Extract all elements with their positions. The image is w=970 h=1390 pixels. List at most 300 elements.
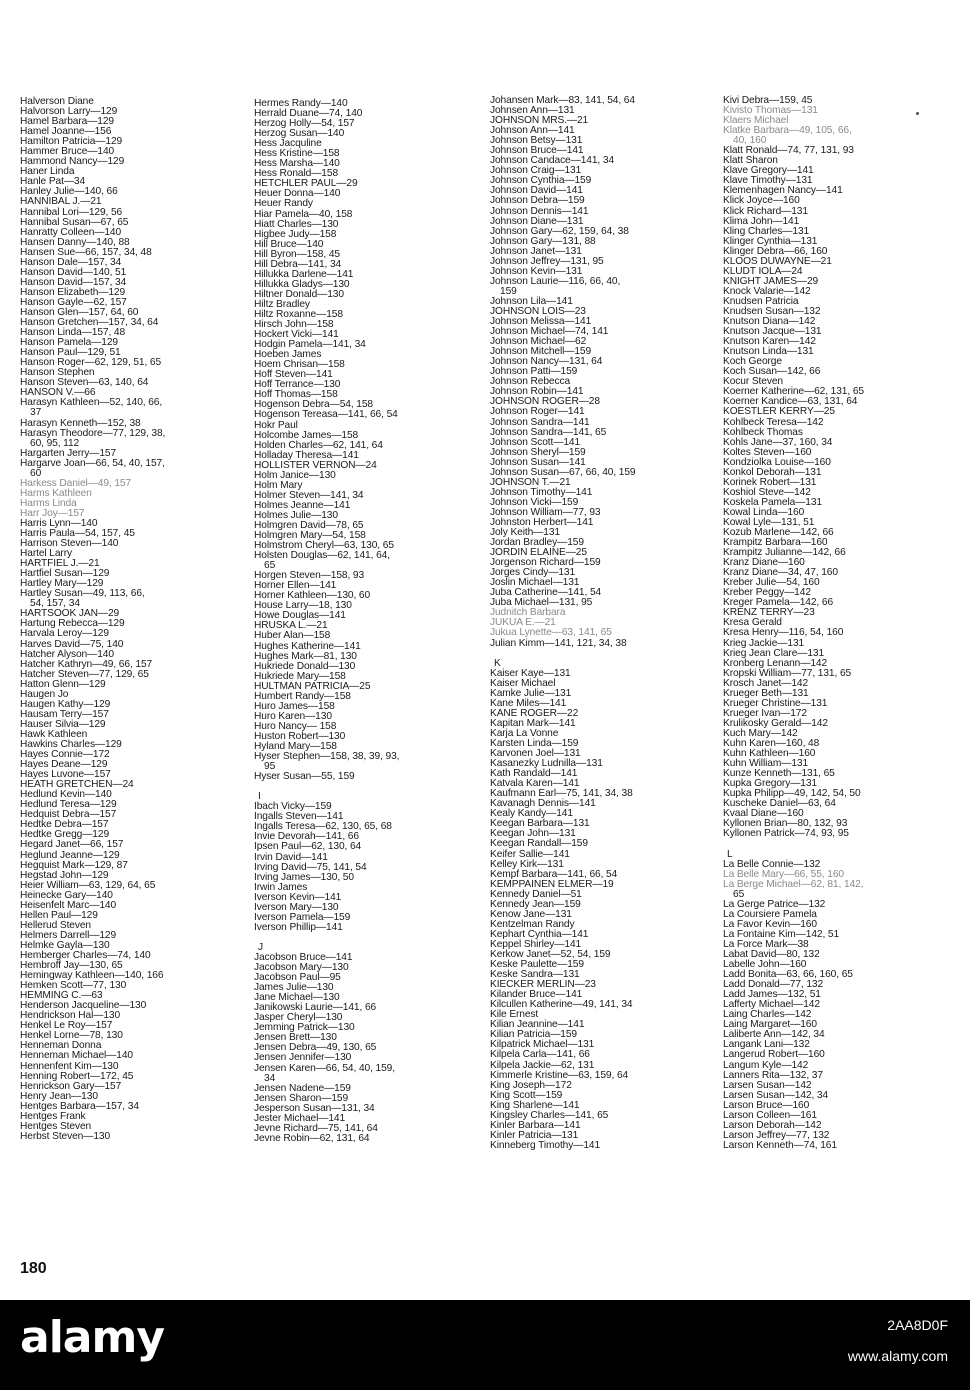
index-entry: Hanson Gayle—62, 157	[20, 296, 127, 308]
index-entry: Kuhn Karen—160, 48	[723, 738, 820, 749]
index-entry: Ipsen Paul—62, 130, 64	[254, 841, 362, 853]
index-entry: Katvala Karen—141	[490, 778, 580, 790]
index-entry: Keegan Randall—159	[490, 838, 588, 850]
index-entry: Johnson Susan—141	[490, 456, 586, 468]
index-entry: 65	[264, 560, 276, 572]
index-entry: Johnson Timothy—141	[490, 486, 593, 498]
page-number: 180	[20, 1260, 47, 1277]
index-entry: Johnson Sandra—141, 65	[490, 426, 607, 438]
index-entry: Hess Jacquline	[254, 138, 322, 150]
index-entry: Hellerud Steven	[20, 919, 91, 931]
index-entry: Larson Colleen—161	[723, 1109, 817, 1121]
index-entry: Hanle Pat—34	[20, 176, 86, 188]
index-entry: Johnson Lila—141	[490, 295, 573, 307]
index-entry: Krieg Jackie—131	[723, 637, 805, 649]
index-entry: Kreger Pamela—142, 66	[723, 597, 834, 609]
index-entry: Hill Bruce—140	[254, 238, 324, 250]
index-entry: Kempf Barbara—141, 66, 54	[490, 868, 618, 880]
index-entry: Ingalls Steven—141	[254, 811, 344, 823]
index-entry: Hermes Randy—140	[254, 98, 348, 109]
index-entry: Kephart Cynthia—141	[490, 928, 589, 940]
index-entry: Kunze Kenneth—131, 65	[723, 768, 835, 780]
index-entry: Larson Bruce—160	[723, 1099, 810, 1111]
index-entry: KLOOS DUWAYNE—21	[723, 255, 832, 267]
index-entry: Jacobson Mary—130	[254, 962, 349, 974]
index-entry: Johnson Ann—141	[490, 125, 575, 137]
index-entry: Karsten Linda—159	[490, 738, 579, 749]
index-entry: Johnson Gary—62, 159, 64, 38	[490, 225, 629, 237]
index-entry: Labat David—80, 132	[723, 948, 820, 960]
index-entry: Jesperson Susan—131, 34	[254, 1102, 375, 1114]
index-entry: Knudsen Susan—132	[723, 305, 821, 317]
index-entry: Kinler Barbara—141	[490, 1119, 581, 1131]
index-entry: Huston Robert—130	[254, 730, 346, 742]
index-entry: Hammond Nancy—129	[20, 156, 125, 168]
index-entry: Heglund Jeanne—129	[20, 849, 120, 861]
index-entry: Koerner Katherine—62, 131, 65	[723, 386, 864, 398]
index-entry: Harvala Leroy—129	[20, 628, 109, 640]
index-entry: Hanley Julie—140, 66	[20, 186, 118, 198]
index-entry: HOLLISTER VERNON—24	[254, 459, 377, 471]
index-entry: Kreber Julie—54, 160	[723, 577, 820, 589]
index-entry: Holcombe James—158	[254, 429, 359, 441]
index-entry: Larson Kenneth—74, 161	[723, 1139, 837, 1151]
index-entry: Hoff Steven—141	[254, 369, 333, 381]
index-entry: HARTFIEL J.—21	[20, 558, 100, 570]
index-entry: Hentges Barbara—157, 34	[20, 1100, 139, 1112]
index-entry: Knudsen Patricia	[723, 295, 799, 307]
index-entry: Johnson David—141	[490, 185, 583, 197]
index-entry: Krulikosky Gerald—142	[723, 717, 828, 729]
index-entry: Keppel Shirley—141	[490, 938, 582, 950]
index-entry: Kasanezky Ludnilla—131	[490, 758, 603, 770]
index-entry: Klemenhagen Nancy—141	[723, 185, 843, 197]
index-entry: Hanson David—157, 34	[20, 276, 127, 288]
index-entry: Iverson Kevin—141	[254, 891, 342, 903]
index-entry: Keske Sandra—131	[490, 969, 580, 981]
index-entry: La Favor Kevin—160	[723, 918, 817, 930]
index-entry: Hess Marsha—140	[254, 158, 340, 170]
index-entry: Juba Michael—131, 95	[490, 597, 593, 609]
index-entry: Kocur Steven	[723, 376, 783, 388]
index-entry: Keegan John—131	[490, 828, 576, 840]
index-entry: Kuhn Kathleen—160	[723, 748, 816, 760]
index-entry: Hanratty Colleen—140	[20, 226, 122, 238]
index-entry: Iverson Mary—130	[254, 901, 339, 913]
index-entry: KOESTLER KERRY—25	[723, 406, 835, 418]
index-entry: Helmers Darrell—129	[20, 929, 117, 941]
index-entry: House Larry—18, 130	[254, 600, 352, 612]
index-entry: Koltes Steven—160	[723, 446, 812, 458]
index-entry: Johnson Betsy—131	[490, 135, 583, 147]
index-entry: Huro Nancy— 158	[254, 720, 337, 732]
index-entry: Herzog Holly—54, 157	[254, 118, 355, 130]
index-entry: Knock Valarie—142	[723, 285, 811, 297]
index-entry: Holm Mary	[254, 479, 303, 491]
index-entry: Kyllonen Patrick—74, 93, 95	[723, 828, 849, 840]
index-entry: Jorgenson Richard—159	[490, 557, 601, 569]
index-entry: Hess Ronald—158	[254, 168, 339, 180]
index-entry: Jevne Richard—75, 141, 64	[254, 1122, 378, 1134]
index-entry: Julian Kimm—141, 121, 34, 38	[490, 637, 627, 649]
index-entry: Holden Charles—62, 141, 64	[254, 439, 383, 451]
index-entry: Jacobson Bruce—141	[254, 951, 353, 963]
index-entry: Hemken Scott—77, 130	[20, 980, 127, 992]
index-entry: Johnson William—77, 93	[490, 506, 601, 518]
index-entry: Hegard Janet—66, 157	[20, 839, 124, 851]
index-entry: Kranz Diane—34, 47, 160	[723, 567, 838, 579]
index-entry: HANNIBAL J.—21	[20, 196, 102, 208]
index-entry: Kath Randald—141	[490, 768, 578, 780]
index-entry: Klinger Cynthia—131	[723, 235, 818, 247]
index-entry: Hannibal Susan—67, 65	[20, 216, 129, 228]
index-entry: 60	[30, 467, 42, 479]
index-entry: JOHNSON T.—21	[490, 476, 571, 488]
index-entry: Kealy Kandy—141	[490, 808, 573, 820]
index-entry: Hedtke Gregg—129	[20, 829, 110, 841]
index-entry: Harves David—75, 140	[20, 638, 124, 650]
index-entry: Jensen Brett—130	[254, 1032, 337, 1044]
index-entry: Hanson Elizabeth—129	[20, 286, 126, 298]
index-entry: Hargarten Jerry—157	[20, 447, 117, 459]
index-entry: Harasyn Kenneth—152, 38	[20, 417, 141, 429]
index-entry: Krueger Christine—131	[723, 697, 828, 709]
index-entry: Johnson Bruce—141	[490, 145, 584, 157]
index-entry: Hatcher Steven—77, 129, 65	[20, 668, 149, 680]
index-column-1	[20, 97, 252, 1142]
index-entry: Larson Deborah—142	[723, 1119, 822, 1131]
index-entry: Henneman Michael—140	[20, 1050, 133, 1062]
index-entry: Janikowski Laurie—141, 66	[254, 1002, 377, 1014]
index-entry: Harrison Steven—140	[20, 538, 119, 550]
index-entry: Henkel Le Roy—157	[20, 1020, 113, 1032]
index-entry: Hoff Terrance—130	[254, 379, 341, 391]
index-entry: Hedlund Teresa—129	[20, 799, 117, 811]
index-entry: Knutson Karen—142	[723, 336, 816, 348]
index-entry: Harr Joy—157	[20, 507, 85, 519]
index-entry: Hanson Roger—62, 129, 51, 65	[20, 357, 162, 369]
index-entry: Hendrickson Hal—130	[20, 1010, 121, 1022]
section-letter: K	[494, 657, 501, 669]
index-entry: HRUSKA L.—21	[254, 620, 328, 632]
index-entry: Iverson Phillip—141	[254, 921, 343, 933]
index-entry: Kohls Jane—37, 160, 34	[723, 436, 833, 448]
index-entry: Karja La Vonne	[490, 727, 559, 739]
index-entry: Hanson David—140, 51	[20, 266, 127, 278]
index-entry: Hiltz Roxanne—158	[254, 308, 343, 320]
index-entry: Johnson Sheryl—159	[490, 446, 586, 458]
index-entry: Krieg Jean Clare—131	[723, 647, 825, 659]
index-entry: 34	[264, 1072, 276, 1084]
index-entry: Holmgren Mary—54, 158	[254, 530, 366, 542]
index-entry: Horner Ellen—141	[254, 580, 337, 592]
index-entry: Hughes Katherine—141	[254, 640, 361, 652]
index-entry: Klatt Ronald—74, 77, 131, 93	[723, 145, 854, 157]
index-entry: Konkol Deborah—131	[723, 466, 822, 478]
index-entry: King Sharlene—141	[490, 1099, 580, 1111]
index-entry: Koch Susan—142, 66	[723, 366, 821, 378]
index-entry: La Belle Mary—66, 55, 160	[723, 868, 844, 880]
index-entry: Hanson Linda—157, 48	[20, 327, 126, 339]
index-entry: Kuscheke Daniel—63, 64	[723, 798, 836, 810]
index-entry: Hedtke Debra—157	[20, 819, 109, 831]
index-entry: Henry Jean—130	[20, 1090, 98, 1102]
index-entry: Higbee Judy—158	[254, 228, 337, 240]
index-entry: Krueger Beth—131	[723, 687, 809, 699]
index-entry: Koch George	[723, 356, 782, 368]
index-entry: KANE ROGER—22	[490, 707, 579, 719]
index-entry: JUKUA E.—21	[490, 617, 556, 629]
index-entry: Kelley Kirk—131	[490, 858, 564, 870]
index-entry: Klinger Debra—66, 160	[723, 245, 828, 257]
index-entry: Halvorson Larry—129	[20, 106, 118, 118]
index-entry: Kozub Marlene—142, 66	[723, 527, 834, 539]
index-entry: Johnson Scott—141	[490, 436, 581, 448]
index-entry: Johnson Janet—131	[490, 245, 582, 257]
index-entry: KEMPPAINEN ELMER—19	[490, 878, 614, 890]
index-entry: Johnson Patti—159	[490, 366, 578, 378]
image-id: 2AA8D0F	[887, 1317, 948, 1333]
index-entry: Henrickson Gary—157	[20, 1080, 122, 1092]
index-entry: Hartung Rebecca—129	[20, 618, 125, 630]
index-entry: Ladd Donald—77, 132	[723, 979, 824, 991]
index-entry: Hatton Glenn—129	[20, 678, 106, 690]
index-entry: Jensen Karen—66, 54, 40, 159,	[254, 1062, 395, 1074]
index-entry: KIECKER MERLIN—23	[490, 979, 596, 991]
index-entry: Hoff Thomas—158	[254, 389, 338, 401]
index-entry: Hukriede Donald—130	[254, 660, 356, 672]
index-entry: Henkel Lorne—78, 130	[20, 1030, 123, 1042]
index-entry: Keske Paulette—159	[490, 959, 584, 971]
index-entry: Hemingway Kathleen—140, 166	[20, 970, 164, 982]
index-entry: Kapitan Mark—141	[490, 717, 576, 729]
index-entry: Hennenfent Kim—130	[20, 1060, 119, 1072]
index-entry: Hirsch John—158	[254, 319, 334, 331]
index-entry: Kamke Julie—131	[490, 687, 572, 699]
index-entry: Larsen Susan—142	[723, 1079, 812, 1091]
index-entry: Hill Byron—158, 45	[254, 248, 340, 260]
index-entry: Kennedy Jean—159	[490, 898, 581, 910]
index-entry: Johnson Cynthia—159	[490, 175, 592, 187]
index-entry: Hentges Steven	[20, 1120, 92, 1132]
index-entry: Kingsley Charles—141, 65	[490, 1109, 609, 1121]
index-entry: Henning Robert—172, 45	[20, 1070, 134, 1082]
index-entry: Johnson Michael—74, 141	[490, 326, 609, 338]
section-letter: L	[727, 848, 733, 860]
index-entry: Joslin Michael—131	[490, 577, 580, 589]
index-entry: Knutson Linda—131	[723, 346, 814, 358]
index-entry: Hanson Paul—129, 51	[20, 347, 121, 359]
index-entry: Jordan Bradley—159	[490, 537, 584, 549]
index-entry: Hyser Susan—55, 159	[254, 771, 355, 783]
index-entry: Haner Linda	[20, 166, 75, 178]
index-entry: Hockert Vicki—141	[254, 329, 339, 341]
index-entry: Huro James—158	[254, 700, 335, 712]
index-entry: Holmes Jeanne—141	[254, 499, 351, 511]
index-entry: 159	[500, 285, 517, 297]
index-entry: KRENZ TERRY—23	[723, 607, 815, 619]
index-entry: Kenow Jane—131	[490, 908, 572, 920]
index-entry: Langank Lani—132	[723, 1039, 810, 1051]
index-entry: Holm Janice—130	[254, 469, 336, 481]
index-entry: Harris Paula—54, 157, 45	[20, 528, 135, 540]
index-entry: Herbst Steven—130	[20, 1130, 111, 1142]
index-entry: Holmstrom Cheryl—63, 130, 65	[254, 540, 394, 552]
index-entry: Hembroff Jay—130, 65	[20, 960, 123, 972]
index-entry: Kilpela Carla—141, 66	[490, 1049, 590, 1061]
index-entry: Holmer Steven—141, 34	[254, 489, 364, 501]
index-entry: Knutson Diana—142	[723, 316, 816, 328]
index-entry: Hausam Terry—157	[20, 708, 109, 720]
index-entry: Laing Margaret—160	[723, 1019, 817, 1031]
index-entry: Helmke Gayla—130	[20, 939, 110, 951]
index-entry: Jensen Sharon—159	[254, 1092, 349, 1104]
index-entry: Kropski William—77, 131, 65	[723, 667, 852, 679]
index-entry: Jasper Cheryl—130	[254, 1012, 343, 1024]
index-entry: Kupka Gregory—131	[723, 778, 818, 790]
index-entry: Johnson Diane—131	[490, 215, 584, 227]
index-entry: Horner Kathleen—130, 60	[254, 590, 371, 602]
index-entry: HEATH GRETCHEN—24	[20, 779, 134, 791]
index-entry: Heier William—63, 129, 64, 65	[20, 879, 156, 891]
index-entry: La Force Mark—38	[723, 938, 809, 950]
index-column-3	[490, 96, 722, 1151]
index-entry: KNIGHT JAMES—29	[723, 275, 819, 287]
index-entry: La Coursiere Pamela	[723, 908, 817, 920]
index-entry: Keegan Barbara—131	[490, 818, 590, 830]
index-entry: Kohlbeck Thomas	[723, 426, 803, 438]
index-entry: Kaiser Michael	[490, 677, 556, 689]
index-entry: Johnson Jeffrey—131, 95	[490, 255, 604, 267]
index-entry: Hiar Pamela—40, 158	[254, 208, 353, 220]
index-entry: Hughes Mark—81, 130	[254, 650, 357, 662]
index-entry: Juba Catherine—141, 54	[490, 587, 602, 599]
index-entry: Johnson Laurie—116, 66, 40,	[490, 275, 621, 287]
spacer	[490, 649, 722, 659]
index-entry: Krampitz Julianne—142, 66	[723, 547, 846, 559]
index-entry: La Belle Connie—132	[723, 858, 821, 870]
index-entry: King Scott—159	[490, 1089, 563, 1101]
index-entry: Lanners Rita—132, 37	[723, 1069, 823, 1081]
index-entry: Iverson Pamela—159	[254, 911, 351, 923]
index-entry: Hauser Silvia—129	[20, 718, 106, 730]
index-entry: Irving David—75, 141, 54	[254, 861, 367, 873]
index-entry: Kaufmann Earl—75, 141, 34, 38	[490, 788, 633, 800]
index-entry: Hawkins Charles—129	[20, 739, 122, 750]
index-entry: Hayes Deane—129	[20, 759, 108, 771]
index-entry: Hamilton Patricia—129	[20, 136, 123, 148]
index-entry: Klatt Sharon	[723, 155, 778, 167]
index-entry: Klatke Barbara—49, 105, 66,	[723, 125, 852, 137]
index-entry: Hellen Paul—129	[20, 909, 98, 921]
spacer	[723, 839, 955, 849]
index-entry: Johnson Candace—141, 34	[490, 155, 615, 167]
index-entry: Kaiser Kaye—131	[490, 667, 571, 679]
section-letter: I	[258, 791, 261, 803]
index-entry: Haugen Jo	[20, 688, 69, 700]
index-entry: Hansen Sue—66, 157, 34, 48	[20, 246, 152, 258]
index-entry: Kinler Patricia—131	[490, 1129, 579, 1141]
index-entry: Hyser Stephen—158, 38, 39, 93,	[254, 751, 400, 763]
index-entry: HEMMING C.—63	[20, 990, 103, 1002]
index-entry: Joly Keith—131	[490, 527, 560, 539]
index-entry: Hartfiel Susan—129	[20, 568, 110, 580]
index-entry: Kresa Henry—116, 54, 160	[723, 627, 844, 639]
index-entry: Heisenfelt Marc—140	[20, 899, 117, 911]
index-entry: Krueger Ivan—172	[723, 707, 807, 719]
index-entry: Judnitch Barbara	[490, 607, 566, 619]
index-entry: Hedlund Kevin—140	[20, 789, 112, 801]
index-entry: Heinecke Gary—140	[20, 889, 113, 901]
index-entry: 95	[264, 761, 276, 773]
index-entry: Hogenson Tereasa—141, 66, 54	[254, 409, 398, 421]
index-entry: Haugen Kathy—129	[20, 698, 111, 710]
index-entry: Kilpela Jackie—62, 131	[490, 1059, 595, 1071]
index-entry: Huro Karen—130	[254, 710, 332, 722]
index-entry: Kling Charles—131	[723, 225, 810, 237]
index-entry: HETCHLER PAUL—29	[254, 178, 358, 190]
index-entry: Ladd Bonita—63, 66, 160, 65	[723, 969, 853, 981]
watermark-url: www.alamy.com	[847, 1348, 948, 1364]
index-entry: Johnson Nancy—131, 64	[490, 356, 603, 368]
index-entry: Hannibal Lori—129, 56	[20, 206, 123, 218]
index-entry: Ladd James—132, 51	[723, 989, 821, 1001]
index-entry: JOHNSON MRS.—21	[490, 115, 589, 127]
index-entry: James Julie—130	[254, 982, 334, 994]
index-entry: Kronberg Lenann—142	[723, 657, 828, 669]
index-entry: 54, 157, 34	[30, 598, 80, 610]
index-entry: Hoem Chrisan—158	[254, 359, 345, 371]
index-entry: Johnson Robin—141	[490, 386, 584, 398]
index-entry: Irving James—130, 50	[254, 871, 354, 883]
index-entry: Jensen Nadene—159	[254, 1082, 351, 1094]
index-entry: Hemberger Charles—74, 140	[20, 949, 151, 961]
index-entry: Kilian Patricia—159	[490, 1029, 578, 1041]
index-entry: Jukua Lynette—63, 141, 65	[490, 627, 612, 639]
index-entry: Kohlbeck Teresa—142	[723, 416, 824, 428]
index-entry: Herzog Susan—140	[254, 128, 345, 140]
index-entry: Hanson Dale—157, 34	[20, 256, 122, 268]
alamy-logo: alamy	[20, 1312, 164, 1363]
index-entry: Kennedy Daniel—51	[490, 888, 582, 900]
index-column-4	[723, 96, 955, 1151]
index-entry: Kupka Philipp—49, 142, 54, 50	[723, 788, 861, 800]
index-entry: Harkess Daniel—49, 157	[20, 477, 132, 489]
index-entry: Kavanagh Dennis—141	[490, 798, 596, 810]
index-entry: Johnson Kevin—131	[490, 265, 583, 277]
index-entry: Langerud Robert—160	[723, 1049, 825, 1061]
index-entry: Harasyn Theodore—77, 129, 38,	[20, 427, 166, 439]
index-entry: Klima John—141	[723, 215, 800, 227]
index-entry: Jemming Patrick—130	[254, 1022, 355, 1034]
index-entry: Johnson Sandra—141	[490, 416, 590, 428]
index-entry: Kuhn William—131	[723, 758, 809, 770]
index-entry: Hedquist Debra—157	[20, 809, 117, 821]
index-entry: La Fontaine Kim—142, 51	[723, 928, 840, 940]
index-entry: Hatcher Alyson—140	[20, 648, 114, 660]
index-entry: Halverson Diane	[20, 96, 94, 107]
index-entry: Hanson Stephen	[20, 367, 95, 379]
index-entry: Hillukka Gladys—130	[254, 278, 350, 290]
index-entry: Johnson Mitchell—159	[490, 346, 592, 358]
index-entry: Kilian Jeannine—141	[490, 1019, 585, 1031]
index-entry: Kreber Peggy—142	[723, 587, 811, 599]
index-entry: Jacobson Paul—95	[254, 972, 341, 984]
index-entry: 37	[30, 407, 42, 419]
index-entry: Hatcher Kathryn—49, 66, 157	[20, 658, 153, 670]
index-entry: Johnson Craig—131	[490, 165, 582, 177]
index-entry: Jensen Jennifer—130	[254, 1052, 352, 1064]
